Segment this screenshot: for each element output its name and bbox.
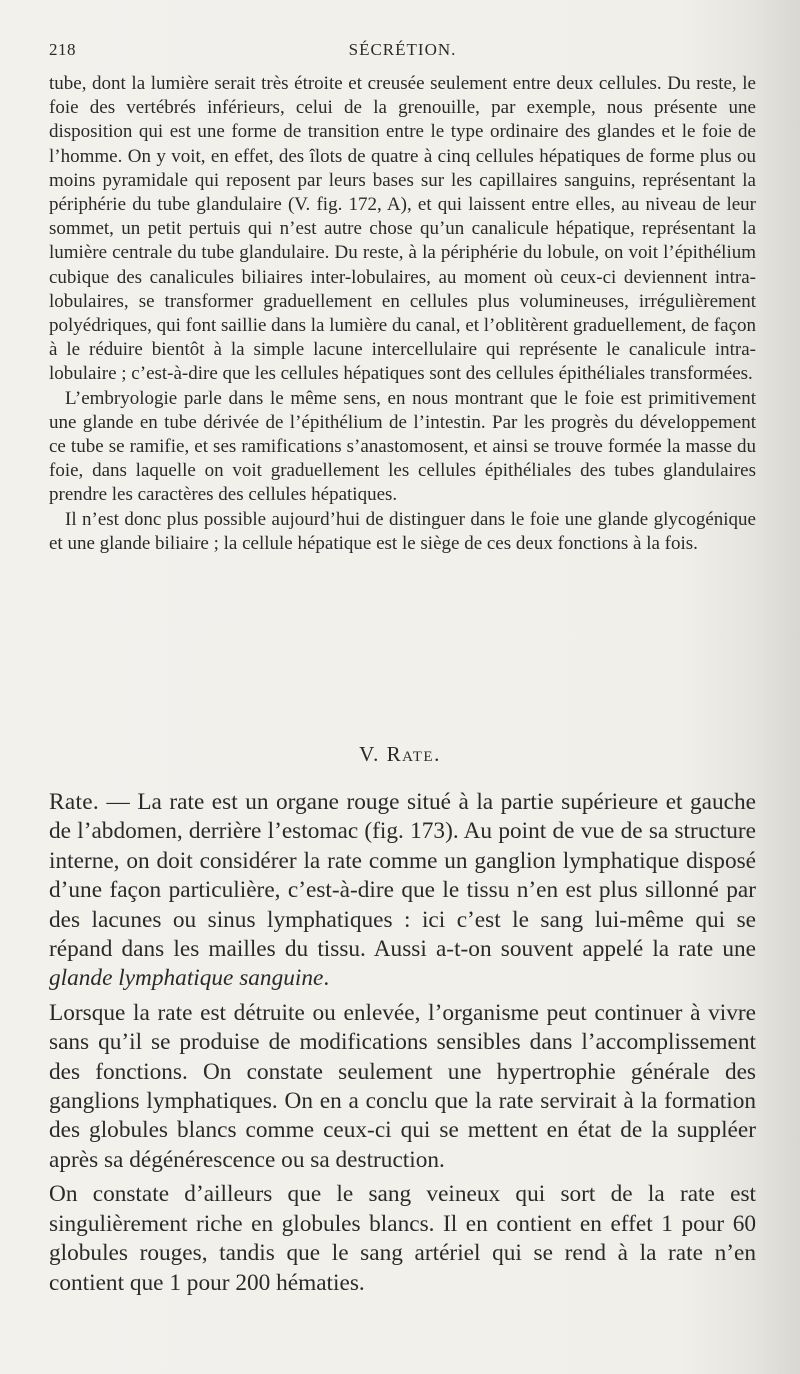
paragraph-rate-definition: [49, 788, 756, 994]
paragraph-conclusion: Il n’est donc plus possible aujourd’hui de distinguer dans le foie une glande glycogénique et une glande biliaire ; la cellule hépatique est le siège de ces deux fonctions à la fois.: [49, 508, 756, 554]
page-number: 218: [49, 40, 76, 59]
paragraph-embryology: L’embryologie parle dans le même sens, en nous montrant que le foie est primitivement une glande en tube dérivée de l’épithélium de l’intestin. Par les progrès du développement ce tube se ramifie, et ses ramifications s’anastomosent, et ainsi se trouve formée la masse du foie, dans laquelle on voit graduellement les cellules épithéliales des tubes glandulaires prendre les caractères des cellules hépatiques.: [49, 387, 756, 506]
section-title: Rate.: [386, 742, 441, 766]
definition-text: — La rate est un organe rouge situé à la partie supérieure et gauche de l’abdomen, derrière l’estomac (fig. 173). Au point de vue de sa structure interne, on doit considérer la rate comme un ganglion lymphatique disposé d’une façon particulière, c’est-à-dire que le tissu n’en est plus sillonné par des lacunes ou sinus lymphatiques : ici c’est le sang lui-même qui se répand dans les mailles du tissu. Aussi a-t-on souvent appelé la rate une: [49, 789, 756, 963]
section-heading: [0, 742, 800, 767]
running-title: SÉCRÉTION.: [348, 40, 457, 59]
definition-end: .: [323, 965, 330, 992]
italic-term: glande lymphatique sanguine: [49, 965, 324, 992]
liver-text-block: [49, 72, 756, 556]
paragraph-ablation: Lorsque la rate est détruite ou enlevée, l’organisme peut continuer à vivre sans qu’il se produise de modifications sensibles dans l’accomplissement des fonctions. On constate seulement une hypertrophie générale des ganglions lymphatiques. On en a conclu que la rate servirait à la formation des globules blancs comme ceux-ci qui se mettent en état de la suppléer après sa dégénérescence ou sa destruction.: [49, 999, 756, 1173]
spleen-text-block: [49, 788, 756, 1298]
paragraph-liver-structure: tube, dont la lumière serait très étroite et creusée seulement entre deux cellules. Du reste, le foie des vertébrés inférieurs, celui de la grenouille, par exemple, nous présente une disposition qui est une forme de transition entre le type ordinaire des glandes et le foie de l’homme. On y voit, en effet, des îlots de quatre à cinq cellules hépatiques de forme plus ou moins pyramidale qui reposent par leurs bases sur les capillaires sanguins, représentant la périphérie du tube glandulaire (V. fig. 172, A), et qui laissent entre elles, au niveau de leur sommet, un petit pertuis qui n’est autre chose qu’un canalicule hépatique, représentant la lumière centrale du tube glandulaire. Du reste, à la périphérie du lobule, on voit l’épithélium cubique des canalicules biliaires inter-lobulaires, au moment où ceux-ci deviennent intra-lobulaires, se transformer graduellement en cellules plus volumineuses, irrégulièrement polyédriques, qui font saillie dans la lumière du canal, et l’oblitèrent graduellement, de façon à le réduire bientôt à la simple lacune intercellulaire qui représente le canalicule intra-lobulaire ; c’est-à-dire que les cellules hépatiques sont des cellules épithéliales transformées.: [49, 73, 756, 385]
section-number: V.: [359, 742, 380, 766]
page-header: [49, 40, 756, 66]
paragraph-venous-blood: On constate d’ailleurs que le sang veineux qui sort de la rate est singulièrement riche en globules blancs. Il en contient en effet 1 pour 60 globules rouges, tandis que le sang artériel qui se rend à la rate n’en contient que 1 pour 200 hématies.: [49, 1181, 756, 1296]
lead-term: Rate.: [49, 789, 100, 815]
